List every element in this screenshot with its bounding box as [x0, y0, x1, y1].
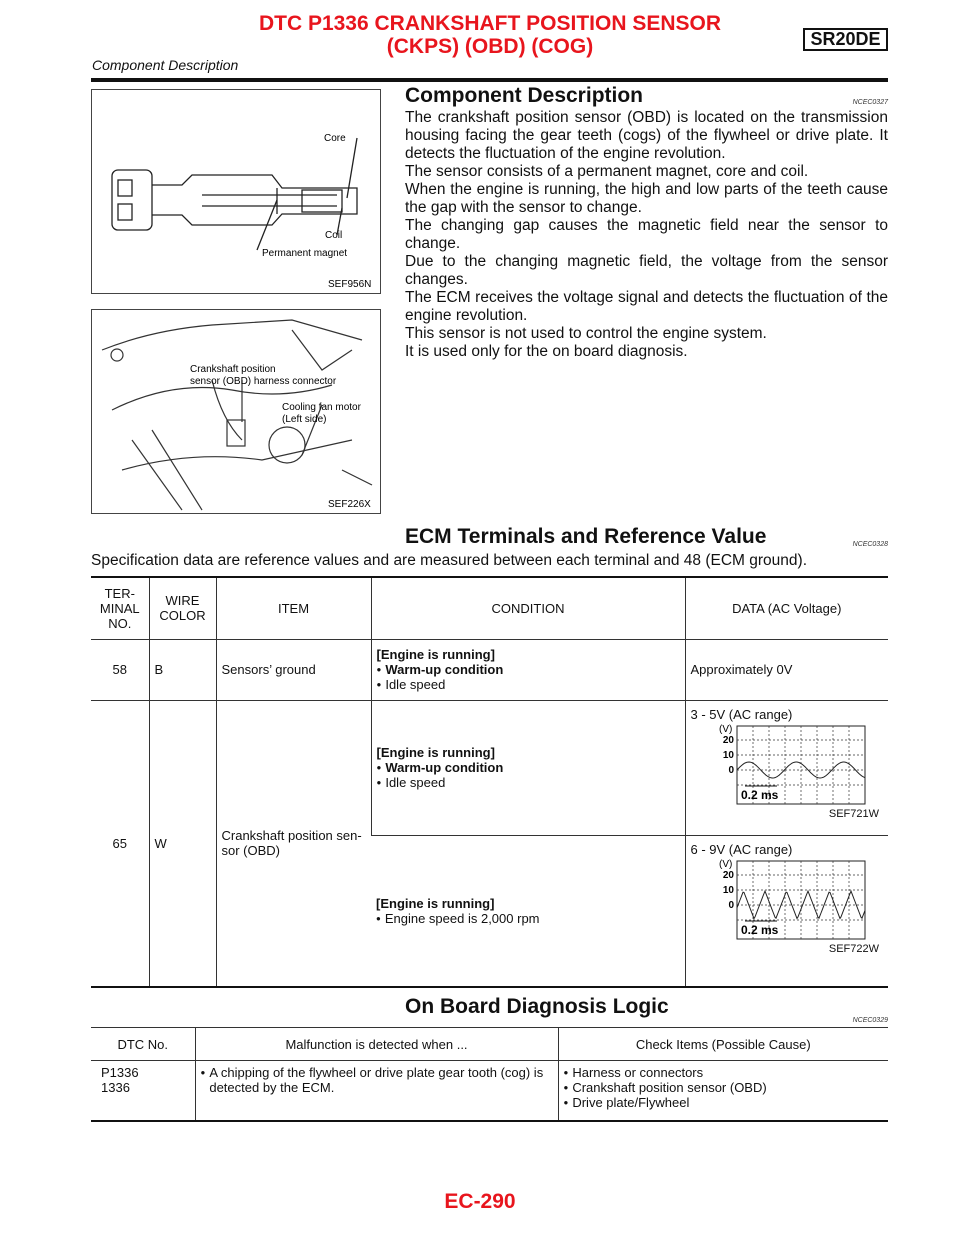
data-value: 6 - 9V (AC range) — [690, 841, 793, 857]
wire-color: B — [149, 639, 216, 700]
tick-label: 20 — [722, 869, 734, 881]
obd-section-title: On Board Diagnosis Logic — [405, 995, 669, 1018]
terminal: 58 — [112, 662, 127, 677]
tick-label: 10 — [722, 749, 734, 761]
label-cooling-fan: Cooling fan motor — [282, 402, 361, 413]
ecm-table — [91, 576, 888, 988]
cond: ● Warm-up condition — [377, 662, 504, 677]
cond: ● Idle speed — [377, 677, 446, 692]
title-line-2: (CKPS) (OBD) (COG) — [386, 35, 594, 58]
condition — [371, 835, 685, 987]
label-permanent-magnet: Permanent magnet — [262, 248, 348, 259]
col-header: Check Items (Possible Cause) — [558, 1028, 888, 1061]
waveform-idle — [691, 722, 884, 808]
breadcrumb: Component Description — [92, 57, 239, 73]
malfunction-text: A chipping of the flywheel or drive plate gear tooth (cog) is detected by the ECM. — [209, 1065, 544, 1095]
timebase-label: 0.2 ms — [740, 922, 778, 937]
unit-label: (V) — [718, 858, 732, 870]
label-core: Core — [324, 133, 346, 144]
section-ref: NCEC0327 — [852, 99, 888, 106]
tick-label: 0 — [727, 764, 734, 776]
dtc-no: P1336 1336 — [101, 1065, 139, 1095]
label-ckps-connector: Crankshaft position — [190, 364, 276, 375]
label-coil: Coil — [325, 230, 343, 241]
label-ckps-connector-2: sensor (OBD) harness connector — [190, 376, 337, 387]
col-header: TER- MINAL NO. — [99, 585, 140, 631]
label-cooling-fan-2: (Left side) — [282, 414, 327, 425]
unit-label: (V) — [718, 723, 732, 735]
col-header: CONDITION — [371, 577, 685, 639]
cond: ● Warm-up condition — [377, 760, 504, 775]
cond: ● Engine speed is 2,000 rpm — [376, 911, 540, 926]
figure-code: SEF722W — [828, 942, 879, 955]
tick-label: 0 — [727, 899, 734, 911]
check-items — [558, 1061, 888, 1121]
engine-badge: SR20DE — [803, 28, 888, 51]
cond-head: [Engine is running] — [376, 895, 495, 911]
data — [685, 835, 888, 987]
title-line-1: DTC P1336 CRANKSHAFT POSITION SENSOR — [258, 12, 722, 35]
paragraph: The sensor consists of a permanent magnet, core and coil. — [405, 163, 809, 180]
table-row — [91, 639, 888, 700]
check-item: ● Harness or connectors — [564, 1065, 884, 1080]
ecm-note: Specification data are reference values and are measured between each terminal and 48 (ECM ground). — [91, 552, 807, 569]
cond-head: [Engine is running] — [376, 647, 495, 662]
timebase-label: 0.2 ms — [740, 787, 778, 802]
figure-code: SEF956N — [328, 279, 372, 290]
obd-table — [91, 1027, 888, 1122]
page-number: EC-290 — [444, 1190, 516, 1213]
component-description — [405, 84, 888, 361]
waveform-2000rpm — [691, 857, 884, 943]
tick-label: 20 — [722, 734, 734, 746]
col-header: DATA (AC Voltage) — [685, 577, 888, 639]
section-title: Component Description — [405, 84, 644, 107]
condition — [371, 700, 685, 835]
paragraph: The changing gap causes the magnetic field near the sensor to change. — [405, 217, 888, 252]
paragraph: The ECM receives the voltage signal and detects the fluctuation of the engine revolution. — [405, 289, 888, 324]
figure-code: SEF721W — [828, 807, 879, 820]
condition — [371, 639, 685, 700]
figure-code: SEF226X — [328, 499, 371, 510]
ecm-section-title: ECM Terminals and Reference Value — [405, 525, 767, 548]
table-row — [91, 1061, 888, 1121]
sensor-diagram — [91, 89, 381, 294]
paragraph: This sensor is not used to control the engine system. — [405, 325, 767, 342]
item: Crankshaft position sen- sor (OBD) — [216, 700, 371, 987]
paragraph: Due to the changing magnetic field, the voltage from the sensor changes. — [405, 253, 888, 288]
paragraph: When the engine is running, the high and low parts of the teeth cause the gap with the sensor to change. — [405, 181, 888, 216]
table-row — [91, 700, 888, 835]
paragraph: It is used only for the on board diagnosis. — [405, 343, 688, 360]
cond-head: [Engine is running] — [376, 745, 495, 760]
page-title — [200, 12, 780, 58]
cond: ● Idle speed — [377, 775, 446, 790]
data — [685, 700, 888, 835]
paragraph: The crankshaft position sensor (OBD) is located on the transmission housing facing the gear teeth (cogs) of the flywheel or drive plate. It detects the fluctuation of the engine revolution. — [405, 109, 888, 162]
data-value: 3 - 5V (AC range) — [690, 706, 793, 722]
col-header: WIRE COLOR — [149, 577, 216, 639]
col-header: ITEM — [216, 577, 371, 639]
tick-label: 10 — [722, 884, 734, 896]
item: Sensors’ ground — [216, 639, 371, 700]
ecm-ref: NCEC0328 — [852, 541, 888, 548]
check-item: ● Crankshaft position sensor (OBD) — [564, 1080, 884, 1095]
location-photo-illustration — [91, 309, 381, 514]
col-header: Malfunction is detected when ... — [195, 1028, 558, 1061]
data: Approximately 0V — [685, 639, 888, 700]
terminal: 65 — [112, 835, 127, 851]
divider — [91, 78, 888, 82]
col-header: DTC No. — [117, 1036, 169, 1052]
wire-color: W — [149, 700, 216, 987]
obd-ref: NCEC0329 — [852, 1017, 888, 1024]
malfunction — [195, 1061, 558, 1121]
check-item: ● Drive plate/Flywheel — [564, 1095, 884, 1110]
